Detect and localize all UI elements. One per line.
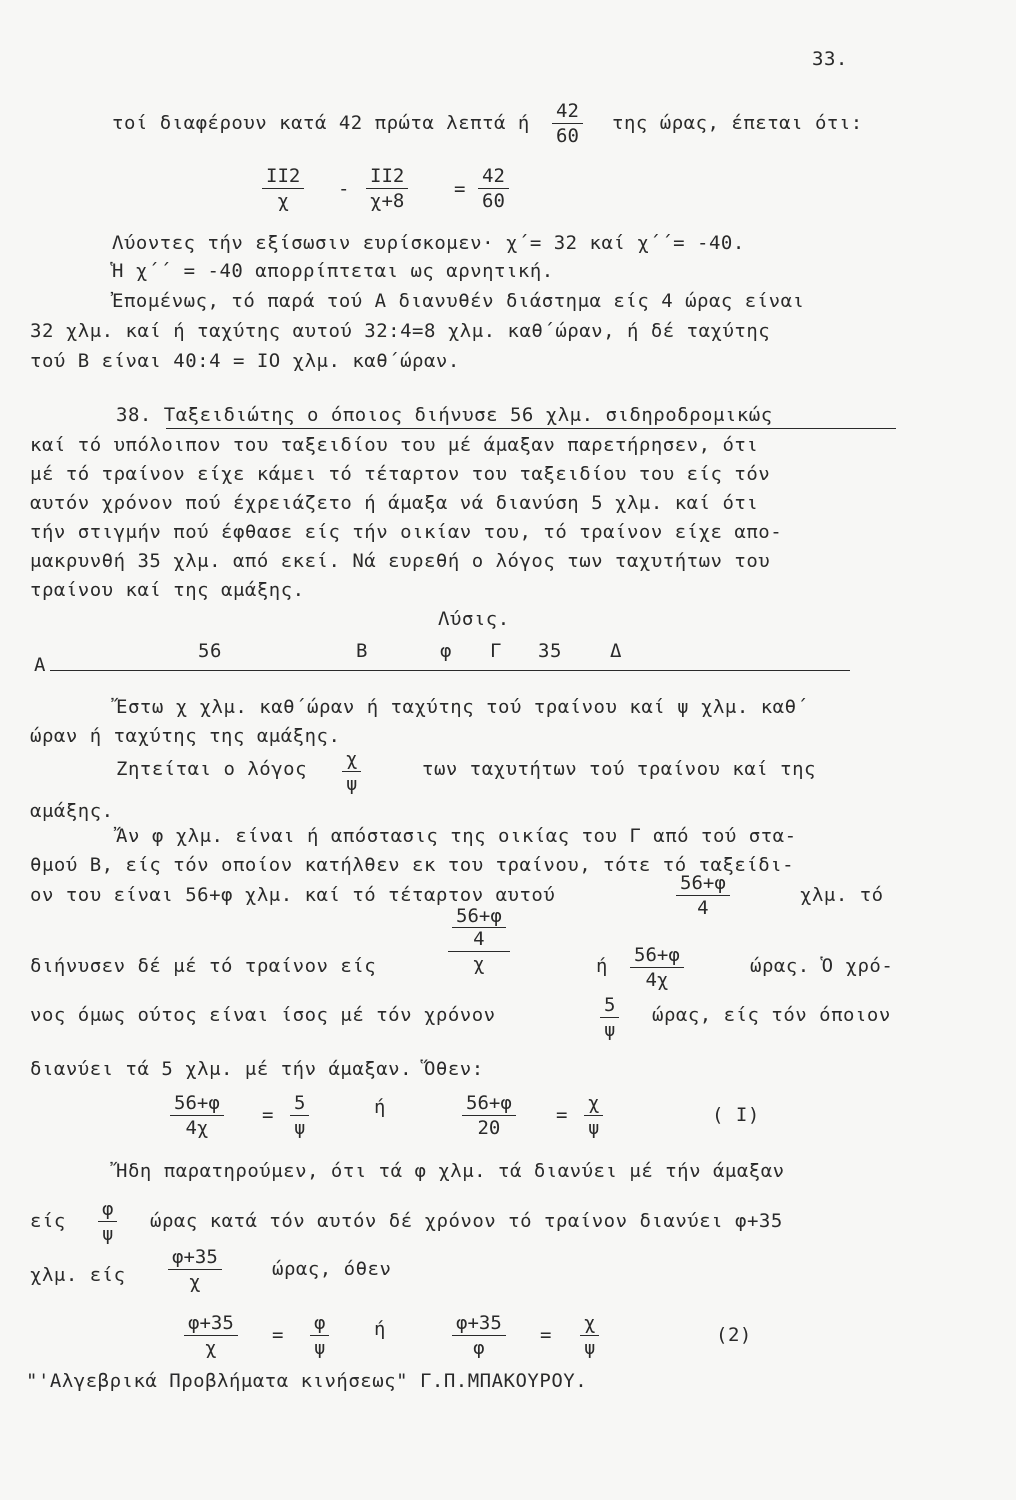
text-line: ώρας, είς τόν όποιον	[652, 1004, 891, 1026]
text-line: θμού Β, είς τόν οποίον κατήλθεν εκ του τραίνου, τότε τό ταξείδι-	[30, 854, 795, 876]
text-line: διανύει τά 5 χλμ. μέ τήν άμαξαν. Ὅθεν:	[30, 1058, 484, 1080]
text-line: ον του είναι 56+φ χλμ. καί τό τέταρτον αυτού	[30, 884, 556, 906]
text-line: αμάξης.	[30, 800, 114, 822]
problem-statement-line: 38. Ταξειδιώτης ο όποιος διήνυσε 56 χλμ. σιδηροδρομικώς	[116, 404, 773, 426]
equation-fraction: $\frac{42}{60}$	[478, 165, 509, 212]
equation-fraction: $\frac{\chi}{\psi}$	[584, 1092, 603, 1139]
equation-operator: =	[454, 178, 466, 200]
equation-fraction: $\frac{5}{\psi}$	[290, 1092, 309, 1139]
point-label: φ	[440, 640, 452, 662]
text-line: ώρας, όθεν	[272, 1258, 392, 1280]
equation-operator: =	[556, 1104, 568, 1126]
compound-fraction: 56+φ 4 χ	[448, 905, 510, 975]
text-line: Ἐπομένως, τό παρά τού Α διανυθέν διάστημα είς 4 ώρας είναι	[112, 290, 805, 312]
text-line: Λύοντες τήν εξίσωσιν ευρίσκομεν· χ΄= 32 καί χ΄΄= -40.	[112, 232, 745, 254]
point-label: Δ	[610, 640, 622, 662]
equation-fraction: $\frac{\varphi+35}{\varphi}$	[452, 1312, 506, 1359]
footer-source: "'Αλγεβρικά Προβλήματα κινήσεως" Γ.Π.ΜΠΑΚΟΥΡΟΥ.	[26, 1370, 588, 1392]
text-line: ώρας. Ὁ χρό-	[750, 955, 894, 977]
text-line: νος όμως ούτος είναι ίσος μέ τόν χρόνον	[30, 1004, 496, 1026]
text-line: τού Β είναι 40:4 = ΙΟ χλμ. καθ΄ώραν.	[30, 350, 460, 372]
equation-fraction: $\frac{\varphi}{\psi}$	[310, 1312, 329, 1359]
problem-statement-line: μέ τό τραίνον είχε κάμει τό τέταρτον του ταξειδίου του είς τόν	[30, 463, 771, 485]
text-line: 32 χλμ. καί ή ταχύτης αυτού 32:4=8 χλμ. καθ΄ώραν, ή δέ ταχύτης	[30, 320, 771, 342]
text-line: ώραν ή ταχύτης της αμάξης.	[30, 725, 341, 747]
equation-operator: ή	[374, 1318, 386, 1340]
equation-operator: =	[262, 1104, 274, 1126]
point-label: Α	[34, 654, 46, 676]
text-line: διήνυσεν δέ μέ τό τραίνον είς	[30, 955, 377, 977]
segment-line	[50, 670, 850, 671]
equation-fraction: $\frac{II2}{\chi+8}$	[366, 165, 408, 212]
equation-fraction: $\frac{II2}{\chi}$	[262, 165, 304, 212]
text-line: είς	[30, 1210, 66, 1232]
text-line: Ἔστω χ χλμ. καθ΄ώραν ή ταχύτης τού τραίνου καί ψ χλμ. καθ΄	[116, 696, 809, 718]
text-line: Ἡ χ΄΄ = -40 απορρίπτεται ως αρνητική.	[112, 260, 554, 282]
text-line: Ἄν φ χλμ. είναι ή απόστασις της οικίας του Γ από τού στα-	[116, 825, 797, 847]
underline	[166, 428, 896, 429]
fraction: $\frac{\varphi+35}{\chi}$	[168, 1246, 222, 1293]
equation-fraction: $\frac{\varphi+35}{\chi}$	[184, 1312, 238, 1359]
text-line: τοί διαφέρουν κατά 42 πρώτα λεπτά ή	[112, 112, 530, 134]
equation-operator: -	[338, 178, 350, 200]
text-line: Ἤδη παρατηρούμεν, ότι τά φ χλμ. τά διανύει μέ τήν άμαξαν	[116, 1160, 785, 1182]
equation-operator: ή	[374, 1096, 386, 1118]
fraction: $\frac{56+\varphi}{4}$	[676, 872, 730, 919]
equation-operator: =	[272, 1324, 284, 1346]
point-label: Β	[356, 640, 368, 662]
point-label: Γ	[490, 640, 502, 662]
text-line: ή	[596, 955, 608, 977]
equation-tag: (2)	[716, 1324, 752, 1346]
text-line: χλμ. είς	[30, 1264, 126, 1286]
fraction: $\frac{56+\varphi}{4\chi}$	[630, 944, 684, 991]
equation-tag: ( I)	[712, 1104, 760, 1126]
distance-label: 56	[198, 640, 222, 662]
equation-fraction: $\frac{56+\varphi}{4\chi}$	[170, 1092, 224, 1139]
fraction: $\frac{5}{\psi}$	[600, 994, 619, 1041]
equation-fraction: $\frac{\chi}{\psi}$	[580, 1312, 599, 1359]
problem-statement-line: μακρυνθή 35 χλμ. από εκεί. Νά ευρεθή ο λόγος των ταχυτήτων του	[30, 550, 771, 572]
text-line: Ζητείται ο λόγος	[116, 758, 308, 780]
text-line: της ώρας, έπεται ότι:	[612, 112, 863, 134]
distance-label: 35	[538, 640, 562, 662]
equation-fraction: $\frac{56+\varphi}{20}$	[462, 1092, 516, 1139]
fraction: $\frac{\varphi}{\psi}$	[98, 1198, 117, 1245]
text-line: ώρας κατά τόν αυτόν δέ χρόνον τό τραίνον διανύει φ+35	[150, 1210, 783, 1232]
problem-statement-line: αυτόν χρόνον πού έχρειάζετο ή άμαξα νά διανύση 5 χλμ. καί ότι	[30, 492, 759, 514]
fraction: $\frac{\chi}{\psi}$	[342, 748, 361, 795]
text-line: των ταχυτήτων τού τραίνου καί της	[422, 758, 816, 780]
page-number: 33.	[812, 48, 848, 70]
text-line: χλμ. τό	[800, 884, 884, 906]
problem-statement-line: καί τό υπόλοιπον του ταξειδίου του μέ άμαξαν παρετήρησεν, ότι	[30, 434, 759, 456]
problem-statement-line: τήν στιγμήν πού έφθασε είς τήν οικίαν του, τό τραίνον είχε απο-	[30, 521, 783, 543]
problem-statement-line: τραίνου καί της αμάξης.	[30, 579, 305, 601]
equation-operator: =	[540, 1324, 552, 1346]
fraction: $\frac{42}{60}$	[552, 100, 583, 147]
solution-heading: Λύσις.	[438, 608, 510, 630]
